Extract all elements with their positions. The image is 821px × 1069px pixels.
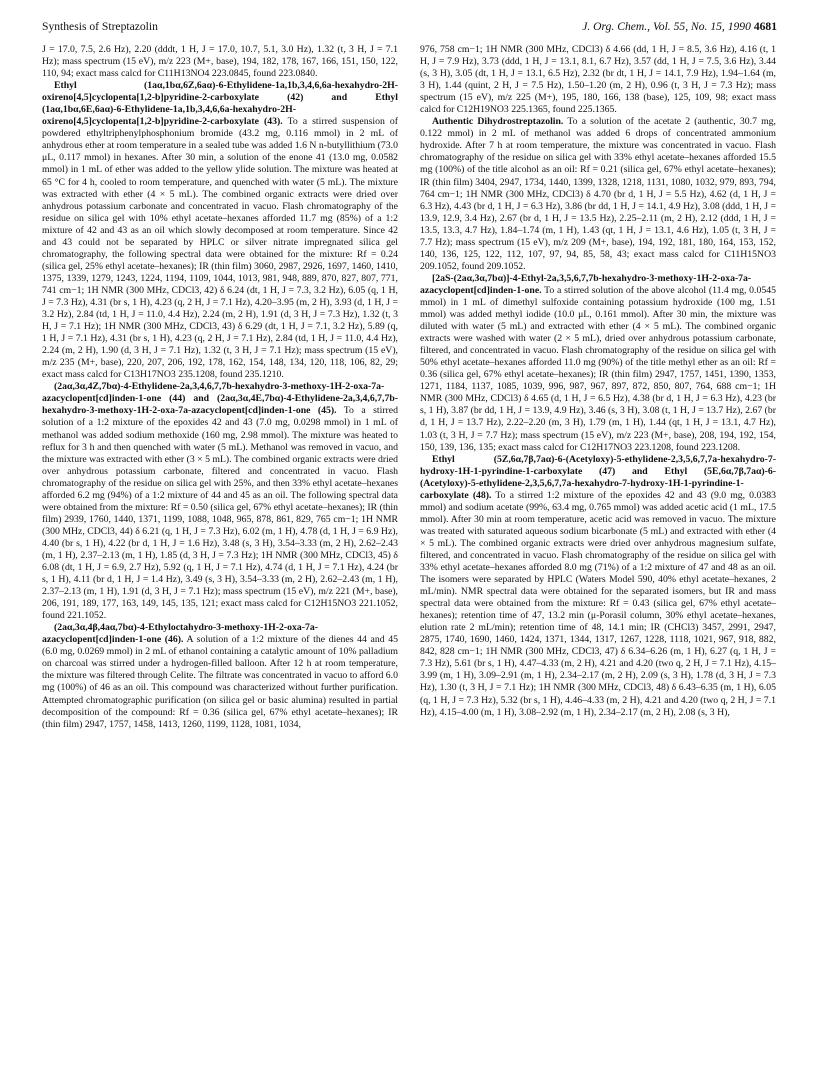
paragraph-body: To a stirred solution of the above alcohol (11.4 mg, 0.0545 mmol) in 1 mL of dimethyl sulfoxide containing potassium hydroxide (100 mg, 1.51 mmol) was added methyl iodide (10.0 μL, 0.161 mmol). After 30 min, the mixture was diluted with water (5 mL) and extracted with ether (4 × 5 mL). The combined organic extracts were washed with water (2 × 5 mL), dried over anhydrous potassium carbonate, filtered, and concentrated in vacuo. Flash chromatography of the residue on silica gel with 50% ethyl acetate–hexanes afforded 11.0 mg (90%) of the title methyl ether as an oil: Rf = 0.36 (silica gel, 67% ethyl acetate–hexanes); IR (thin film) 2947, 1757, 1451, 1390, 1353, 1271, 1184, 1137, 1085, 1039, 996, 987, 967, 897, 872, 850, 807, 764, 688 cm−1; 1H NMR (300 MHz, CDCl3) δ 4.65 (d, 1 H, J = 6.5 Hz), 4.38 (br d, 1 H, J = 6.3 Hz), 4.23 (br s, 1 H), 3.87 (br dd, 1 H, J = 13.9, 4.9 Hz), 3.46 (s, 3 H), 3.08 (t, 1 H, J = 13.7 Hz), 2.67 (br d, 1 H, J = 13.7 Hz), 2.22–2.20 (m, 3 H), 1.79 (m, 1 H), 1.44 (qt, 1 H, J = 13.1, 4.7 Hz), 1.03 (t, 3 H, J = 7.7 Hz); mass spectrum (15 eV), m/z 223 (M+, base), 208, 194, 192, 154, 150, 139, 136, 135; exact mass calcd for C12H17NO3 223.1208, found 223.1208. xyxy=(420,284,776,453)
paragraph-title: Authentic Dihydrostreptazolin. xyxy=(432,116,564,128)
paragraph xyxy=(420,44,776,116)
paragraph-title: (2aα,3α,4Z,7bα)-4-Ethylidene-2a,3,4,6,7,7b-hexahydro-3-methoxy-1H-2-oxa-7a-azacyclopent[cd]inden-1-one (44) and (2aα,3α,4E,7bα)-4-Ethylidene-2a,3,4,6,7,7b-hexahydro-3-methoxy-1H-2-oxa-7a-azacyclopent[cd]inden-1-one (45). xyxy=(42,381,398,417)
page-number: 4681 xyxy=(753,20,777,33)
running-header xyxy=(42,18,777,36)
running-title: Synthesis of Streptazolin xyxy=(42,20,158,33)
paragraph xyxy=(420,454,776,719)
journal-name: J. Org. Chem., xyxy=(582,20,651,33)
paragraph-body: J = 17.0, 7.5, 2.6 Hz), 2.20 (dddt, 1 H, J = 17.0, 10.7, 5.1, 3.0 Hz), 1.32 (t, 3 H, J = 7.1 Hz); mass spectrum (15 eV), m/z 223 (M+, base), 194, 182, 178, 167, 166, 151, 150, 122, 110, 94; exact mass calcd for C11H13NO4 223.0845, found 223.0840. xyxy=(42,44,398,80)
paragraph-body: To a stirred suspension of powdered ethyltriphenylphosphonium bromide (43.2 mg, 0.116 mmol) in 2 mL of anhydrous ether at room temperature in a sealed tube was added 1.6 N n-butyllithium (73.0 μL, 0.117 mmol) in hexanes. After 30 min, a solution of the enone 41 (13.0 mg, 0.0582 mmol) in 1 mL of ether was added to the yellow ylide solution. The mixture was heated at 65 °C for 4 h, cooled to room temperature, and quenched with water (5 mL). The mixture was extracted with ether (4 × 5 mL). The combined organic extracts were dried over anhydrous potassium carbonate and concentrated in vacuo. Flash chromatography of the residue on silica gel with 10% ethyl acetate–hexanes afforded 11.7 mg (85%) of a 1:2 mixture of 42 and 43 as an oil which slowly decomposed at room temperature. Since 42 and 43 could not be separated by HPLC or silver nitrate impregnated silica gel chromatography, the following spectral data were obtained for the mixture: Rf = 0.24 (silica gel, 25% ethyl acetate–hexanes); IR (thin film) 3060, 2987, 2926, 1697, 1460, 1410, 1375, 1339, 1279, 1243, 1224, 1194, 1109, 1044, 1013, 981, 948, 889, 870, 827, 807, 771, 741 cm−1; 1H NMR (300 MHz, CDCl3, 42) δ 6.24 (dt, 1 H, J = 7.3, 3.2 Hz), 6.05 (q, 1 H, J = 7.3 Hz), 4.31 (br s, 1 H), 4.23 (q, 2 H, J = 7.1 Hz), 4.20–3.95 (m, 2 H), 3.93 (d, 1 H, J = 3.2 Hz), 2.84 (td, 1 H, J = 11.0, 4.4 Hz), 2.24 (m, 2 H), 1.91 (d, 3 H, J = 7.3 Hz), 1.32 (t, 3 H, J = 7.1 Hz); 1H NMR (300 MHz, CDCl3, 43) δ 6.29 (dt, 1 H, J = 7.1, 3.2 Hz), 5.89 (q, 1 H, J = 7.1 Hz), 4.31 (br s, 1 H), 4.23 (q, 2 H, J = 7.1 Hz), 2.84 (td, 1 H, J = 11.0, 4.4 Hz), 2.24 (m, 2 H), 1.90 (d, 3 H, J = 7.1 Hz), 1.32 (t, 3 H, J = 7.1 Hz); mass spectrum (15 eV), m/z 235 (M+, base), 220, 207, 206, 192, 178, 162, 154, 148, 134, 120, 118, 106, 82, 29; exact mass calcd for C13H17NO3 235.1208, found 235.1210. xyxy=(42,116,398,381)
paragraph-body: To a stirred 1:2 mixture of the epoxides 42 and 43 (9.0 mg, 0.0383 mmol) and sodium acetate (99%, 63.4 mg, 0.765 mmol) was added acetic acid (1 mL, 17.5 mmol). After 30 min at room temperature, acetic acid was removed in vacuo. The mixture was treated with saturated aqueous sodium bicarbonate (5 mL) and extracted with ether (4 × 5 mL). The combined organic extracts were dried over anhydrous magnesium sulfate, filtered, and concentrated in vacuo. Flash chromatography of the residue on silica gel with 33% ethyl acetate–hexanes afforded 8.0 mg (71%) of a 1:2 mixture of 47 and 48 as an oil. The isomers were separated by HPLC (Waters Model 590, 40% ethyl acetate–hexanes, 2 mL/min). NMR spectral data were obtained for the separated isomers, but IR and mass spectral data were obtained from the mixture: Rf = 0.43 (silica gel, 67% ethyl acetate–hexanes); retention time of 47, 13.2 min (μ-Porasil column, 30% ethyl acetate–hexanes, elution rate 2 mL/min); retention time of 48, 14.1 min; IR (CHCl3) 3457, 2991, 2947, 2875, 1740, 1690, 1460, 1424, 1371, 1344, 1317, 1267, 1228, 1118, 1021, 967, 918, 882, 842, 828 cm−1; 1H NMR (300 MHz, CDCl3, 47) δ 6.34–6.26 (m, 1 H), 6.27 (q, 1 H, J = 7.3 Hz), 5.61 (br s, 1 H), 4.47–4.33 (m, 2 H), 4.21 and 4.20 (two q, 2 H, J = 7.1 Hz), 4.15–3.99 (m, 1 H), 3.09–2.91 (m, 1 H), 2.34–2.17 (m, 2 H), 2.09 (s, 3 H), 1.78 (d, 3 H, J = 7.3 Hz), 1.30 (t, 3 H, J = 7.1 Hz); 1H NMR (300 MHz, CDCl3, 48) δ 6.43–6.35 (m, 1 H), 6.05 (q, 1 H, J = 7.3 Hz), 5.32 (br s, 1 H), 4.46–4.33 (m, 2 H), 4.21 and 4.20 (two q, 2 H, J = 7.1 Hz), 4.15–4.00 (m, 1 H), 3.08–2.92 (m, 1 H), 2.34–2.17 (m, 2 H), 2.08 (s, 3 H), xyxy=(420,489,776,718)
volume-issue-year: Vol. 55, No. 15, 1990 xyxy=(652,20,751,33)
right-column xyxy=(420,44,776,1059)
paragraph-body: 976, 758 cm−1; 1H NMR (300 MHz, CDCl3) δ 4.66 (dd, 1 H, J = 8.5, 3.6 Hz), 4.16 (t, 1 H, J = 7.9 Hz), 3.73 (ddd, 1 H, J = 13.1, 8.1, 6.7 Hz), 3.57 (dd, 1 H, J = 7.5, 3.6 Hz), 3.44 (s, 3 H), 3.05 (dt, 1 H, J = 13.1, 6.5 Hz), 2.32 (br dt, 1 H, J = 14.1, 7.9 Hz), 1.94–1.64 (m, 3 H), 1.44 (quint, 2 H, J = 7.5 Hz), 1.50–1.20 (m, 2 H), 0.96 (t, 3 H, J = 7.3 Hz); mass spectrum (15 eV), m/z 225 (M+), 195, 180, 166, 138 (base), 125, 109, 98; exact mass calcd for C12H19NO3 225.1365, found 225.1365. xyxy=(420,44,776,116)
journal-citation xyxy=(582,18,777,36)
paragraph-title: (2aα,3α,4β,4aα,7bα)-4-Ethyloctahydro-3-methoxy-1H-2-oxa-7a-azacyclopent[cd]inden-1-one (46). xyxy=(42,622,318,646)
paragraph xyxy=(42,80,398,381)
paragraph-title: [2aS-(2aα,3α,7bα)]-4-Ethyl-2a,3,5,6,7,7b-hexahydro-3-methoxy-1H-2-oxa-7a-azacyclopent[cd]inden-1-one. xyxy=(420,272,752,296)
paragraph xyxy=(42,381,398,622)
left-column xyxy=(42,44,398,1059)
paragraph xyxy=(420,273,776,454)
paragraph-title: Ethyl (1aα,1bα,6Z,6aα)-6-Ethylidene-1a,1b,3,4,6,6a-hexahydro-2H-oxireno[4,5]cyclopenta[1,2-b]pyridine-2-carboxylate (42) and Ethyl (1aα,1bα,6E,6aα)-6-Ethylidene-1a,1b,3,4,6,6a-hexahydro-2H-oxireno[4,5]cyclopenta[1,2-b]pyridine-2-carboxylate (43). xyxy=(42,80,398,128)
paragraph-body: A solution of a 1:2 mixture of the dienes 44 and 45 (6.0 mg, 0.0269 mmol) in 2 mL of ethanol containing a catalytic amount of 10% palladium on charcoal was stirred under a hydrogen-filled balloon. After 12 h at room temperature, the mixture was filtered through Celite. The filtrate was concentrated in vacuo to afford 6.0 mg (100%) of 46 as an oil. This compound was characterized without further purification. Attempted chromatographic purification (on silica gel or basic alumina) resulted in partial decomposition of the compound: Rf = 0.36 (silica gel, 67% ethyl acetate–hexanes); IR (thin film) 2947, 1757, 1458, 1413, 1260, 1199, 1128, 1081, 1034, xyxy=(42,634,398,730)
paragraph-title: Ethyl (5Z,6α,7β,7aα)-6-(Acetyloxy)-5-ethylidene-2,3,5,6,7,7a-hexahydro-7-hydroxy-1H-1-pyrindine-1-carboxylate (47) and Ethyl (5E,6α,7β,7aα)-6-(Acetyloxy)-5-ethylidene-2,3,5,6,7,7a-hexahydro-7-hydroxy-1H-1-pyrindine-1-carboxylate (48). xyxy=(420,453,776,501)
paragraph xyxy=(42,44,398,80)
paragraph xyxy=(420,116,776,273)
paragraph-body: To a stirred solution of a 1:2 mixture of the epoxides 42 and 43 (7.0 mg, 0.0298 mmol) in 1 mL of methanol was added sodium methoxide (160 mg, 2.98 mmol). The mixture was heated to reflux for 3 h and then quenched with water (5 mL). Methanol was removed in vacuo, and the mixture was extracted with ether (3 × 5 mL). The combined organic extracts were dried over anhydrous potassium carbonate, filtered and concentrated in vacuo. Flash chromatography of the residue on silica gel with 25%, and then 33% ethyl acetate–hexanes afforded 6.2 mg (94%) of a 1:2 mixture of 44 and 45 as an oil. The following spectral data were obtained from the mixture: Rf = 0.50 (silica gel, 67% ethyl acetate–hexanes); IR (thin film) 2939, 1760, 1440, 1371, 1199, 1088, 1048, 965, 878, 861, 829, 765 cm−1; 1H NMR (300 MHz, CDCl3, 44) δ 6.21 (q, 1 H, J = 7.3 Hz), 6.02 (m, 1 H), 4.78 (d, 1 H, J = 6.9 Hz), 4.40 (br s, 1 H), 4.22 (br d, 1 H, J = 1.6 Hz), 3.48 (s, 3 H), 3.54–3.33 (m, 2 H), 2.62–2.43 (m, 1 H), 2.37–2.13 (m, 1 H), 1.85 (d, 3 H, J = 7.3 Hz); 1H NMR (300 MHz, CDCl3, 45) δ 6.08 (dt, 1 H, J = 6.9, 2.7 Hz), 5.92 (q, 1 H, J = 7.1 Hz), 4.74 (d, 1 H, J = 7.1 Hz), 4.24 (br s, 1 H), 4.11 (br d, 1 H, J = 1.4 Hz), 3.49 (s, 3 H), 3.54–3.33 (m, 2 H), 2.62–2.43 (m, 1 H), 2.37–2.13 (m, 1 H), 1.91 (d, 3 H, J = 7.1 Hz); mass spectrum (15 eV), m/z 221 (M+, base), 206, 191, 189, 177, 163, 149, 145, 135, 121; exact mass calcd for C12H15NO3 221.1052, found 221.1052. xyxy=(42,405,398,622)
paragraph xyxy=(42,622,398,730)
paragraph-body: To a solution of the acetate 2 (authentic, 30.7 mg, 0.122 mmol) in 2 mL of methanol was added 6 drops of concentrated ammonium hydroxide. After 7 h at room temperature, the mixture was concentrated in vacuo. Flash chromatography of the residue on silica gel with 33% ethyl acetate–hexanes afforded 15.5 mg (100%) of the title alcohol as an oil: Rf = 0.21 (silica gel, 67% ethyl acetate–hexanes); IR (thin film) 3404, 2947, 1734, 1440, 1399, 1328, 1218, 1131, 1080, 1032, 979, 893, 794, 764 cm−1; 1H NMR (300 MHz, CDCl3) δ 4.70 (br d, 1 H, J = 5.5 Hz), 4.62 (d, 1 H, J = 6.3 Hz), 4.43 (br d, 1 H, J = 6.3 Hz), 3.86 (br dd, 1 H, J = 14.1, 4.9 Hz), 3.08 (ddd, 1 H, J = 13.9, 12.9, 3.4 Hz), 2.67 (br d, 1 H, J = 13.5 Hz), 2.25–2.11 (m, 2 H), 2.12 (ddd, 1 H, J = 13.5, 13.3, 4.7 Hz), 1.84–1.74 (m, 1 H), 1.43 (qt, 1 H, J = 13.1, 4.6 Hz), 1.05 (t, 3 H, J = 7.7 Hz); mass spectrum (15 eV), m/z 209 (M+, base), 194, 192, 181, 180, 164, 153, 152, 140, 136, 125, 122, 112, 107, 97, 94, 85, 58, 43; exact mass calcd for C11H15NO3 209.1052, found 209.1052. xyxy=(420,116,776,272)
